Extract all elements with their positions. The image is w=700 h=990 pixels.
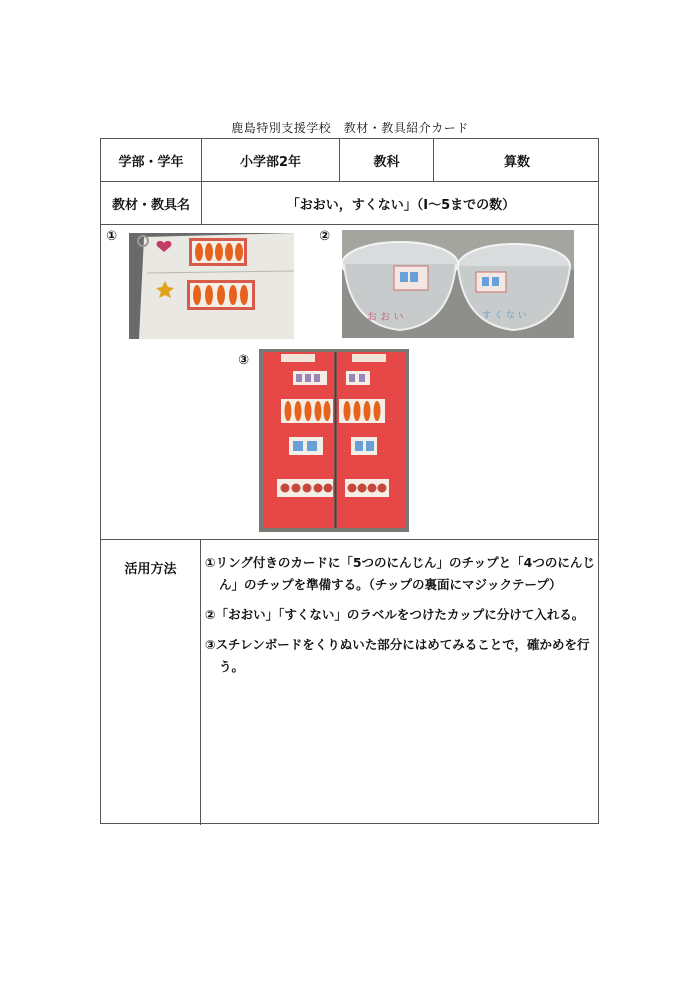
material-card (100, 138, 599, 824)
row-material-name (101, 182, 598, 225)
photo-3-number: ③ (238, 353, 250, 368)
usage-method-label: 活用方法 (101, 540, 201, 825)
usage-step-2: ②「おおい」「すくない」のラベルをつけたカップに分けて入れる。 (205, 607, 585, 622)
photo-1-number: ① (106, 229, 118, 244)
material-name-label: 教材・教具名 (111, 197, 190, 213)
dept-grade-label: 学部・学年 (118, 154, 184, 170)
svg-text:お お い: お お い (367, 312, 404, 323)
document-title: 鹿島特別支援学校 教材・教具紹介カード (231, 121, 469, 135)
red-styrene-board-photo (259, 349, 409, 532)
row-dept-subject (101, 139, 598, 182)
usage-step-3: ③スチレンボードをくりぬいた部分にはめてみることで，確かめを行う。 (205, 637, 590, 674)
dept-grade-value: 小学部2年 (201, 139, 339, 181)
subject-label: 教科 (339, 139, 433, 181)
usage-step-1: ①リング付きのカードに「5つのにんじん」のチップと「4つのにんじん」のチップを準備する。（チップの裏面にマジックテープ） (205, 555, 595, 592)
plastic-cups-photo (342, 230, 574, 338)
row-usage-method (101, 540, 598, 825)
subject-value: 算数 (433, 139, 600, 181)
svg-text:す く な い: す く な い (482, 311, 527, 321)
usage-method-text (205, 552, 595, 686)
material-name-value: 「おおい，すくない」（Ⅰ～5までの数） (201, 182, 600, 224)
row-photos (101, 225, 598, 540)
photo-2-number: ② (319, 229, 331, 244)
carrot-card-photo (129, 233, 294, 339)
